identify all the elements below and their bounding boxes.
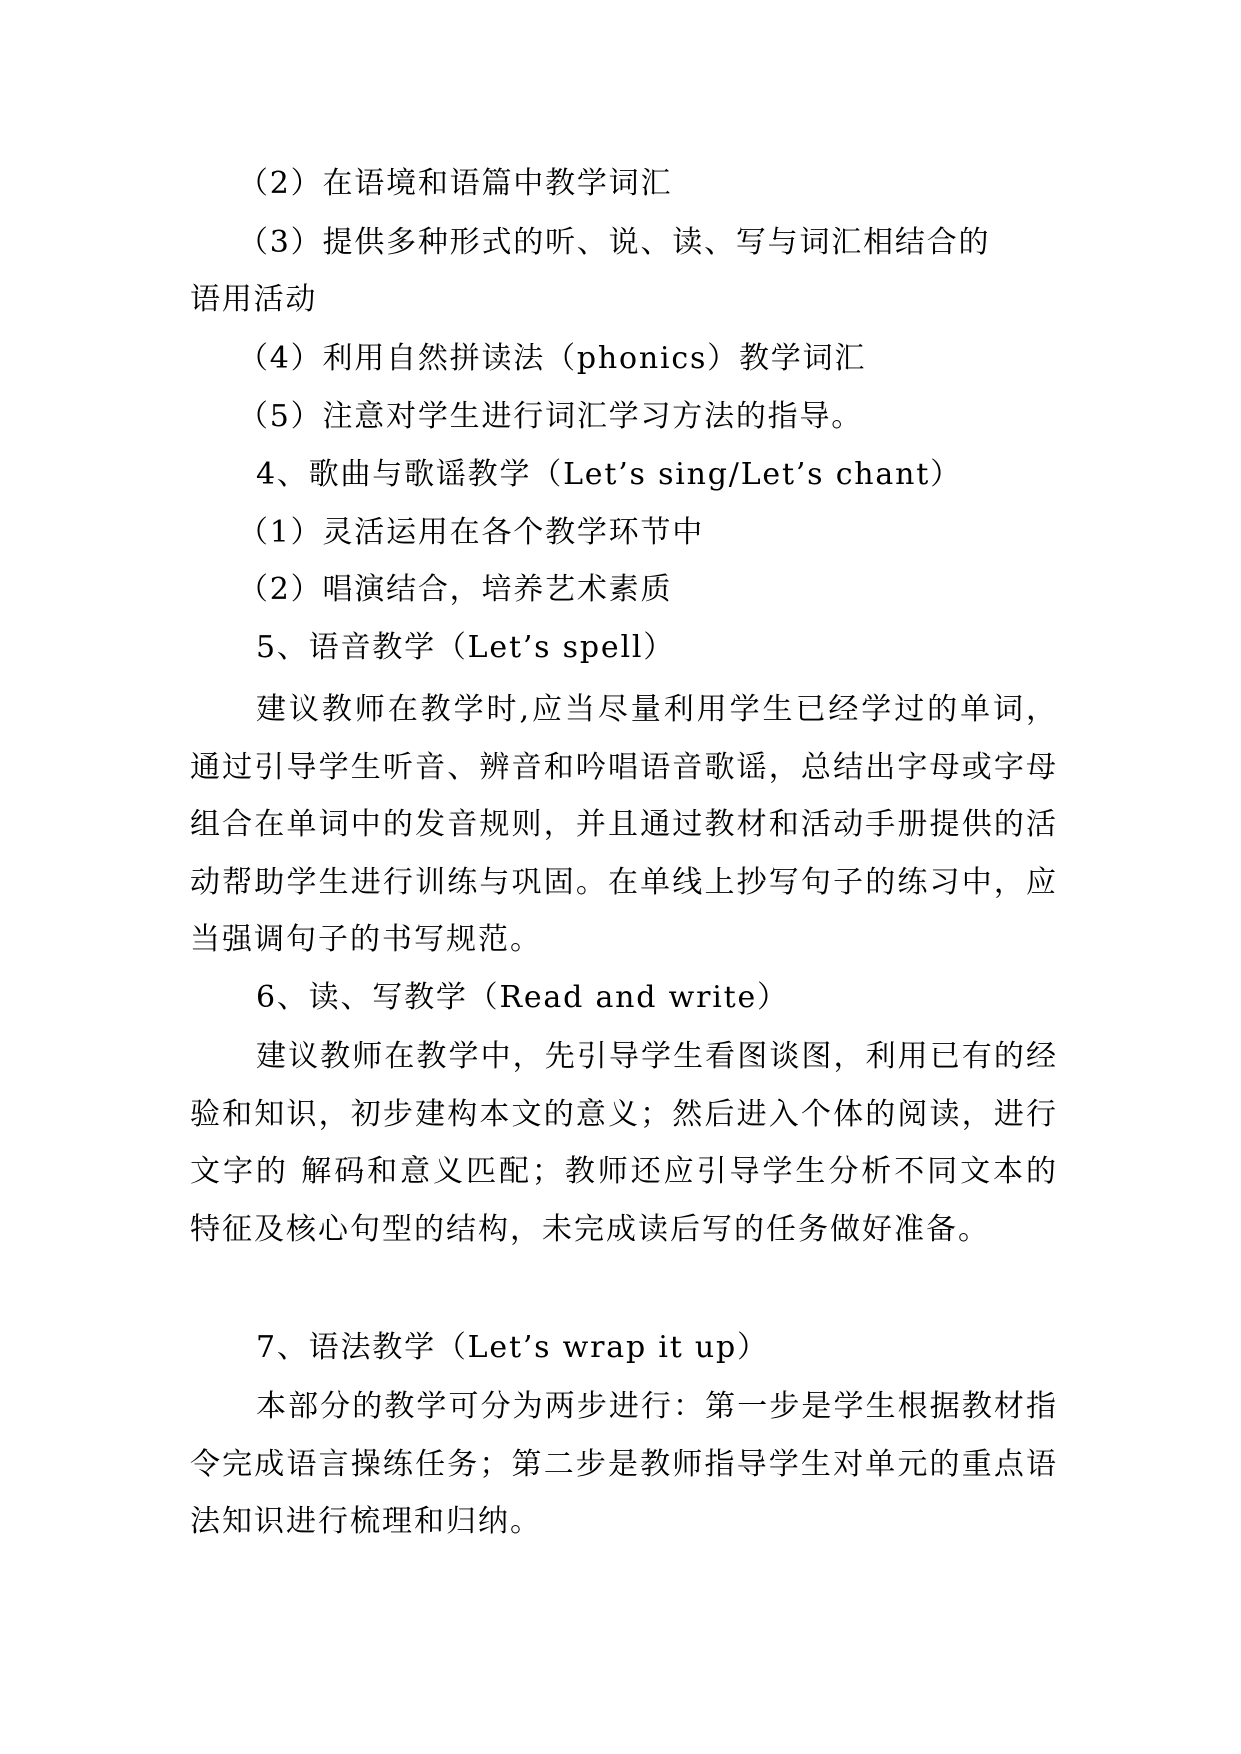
section-7-heading: 7、语法教学（Let’s wrap it up） — [256, 1330, 769, 1365]
section-7-paragraph: 本部分的教学可分为两步进行：第一步是学生根据教材指令完成语言操练任务；第二步是教师指导学生对单元的重点语法知识进行梳理和归纳。 — [190, 1389, 1058, 1539]
section-4-item-2: （2）唱演结合，培养艺术素质 — [238, 572, 673, 607]
section-6-paragraph: 建议教师在教学中，先引导学生看图谈图，利用已有的经验和知识，初步建构本文的意义；然后进入个体的阅读，进行文字的 解码和意义匹配；教师还应引导学生分析不同文本的特征及核心句型的结构，未完成读后写的任务做好准备。 — [190, 1039, 1058, 1247]
section-6-heading: 6、读、写教学（Read and write） — [256, 980, 789, 1015]
vocab-item-5: （5）注意对学生进行词汇学习方法的指导。 — [238, 399, 864, 434]
vocab-item-2: （2）在语境和语篇中教学词汇 — [238, 166, 673, 201]
section-4-item-1: （1）灵活运用在各个教学环节中 — [238, 515, 705, 550]
section-5-heading: 5、语音教学（Let’s spell） — [256, 630, 676, 665]
section-4-heading: 4、歌曲与歌谣教学（Let’s sing/Let’s chant） — [256, 457, 962, 492]
vocab-item-3-line-2: 语用活动 — [190, 282, 318, 317]
section-5-paragraph: 建议教师在教学时,应当尽量利用学生已经学过的单词，通过引导学生听音、辨音和吟唱语音歌谣，总结出字母或字母组合在单词中的发音规则，并且通过教材和活动手册提供的活动帮助学生进行训练与巩固。在单线上抄写句子的练习中，应当强调句子的书写规范。 — [190, 692, 1058, 957]
vocab-item-4: （4）利用自然拼读法（phonics）教学词汇 — [238, 341, 867, 376]
vocab-item-3-line-1: （3）提供多种形式的听、说、读、写与词汇相结合的 — [238, 225, 991, 260]
